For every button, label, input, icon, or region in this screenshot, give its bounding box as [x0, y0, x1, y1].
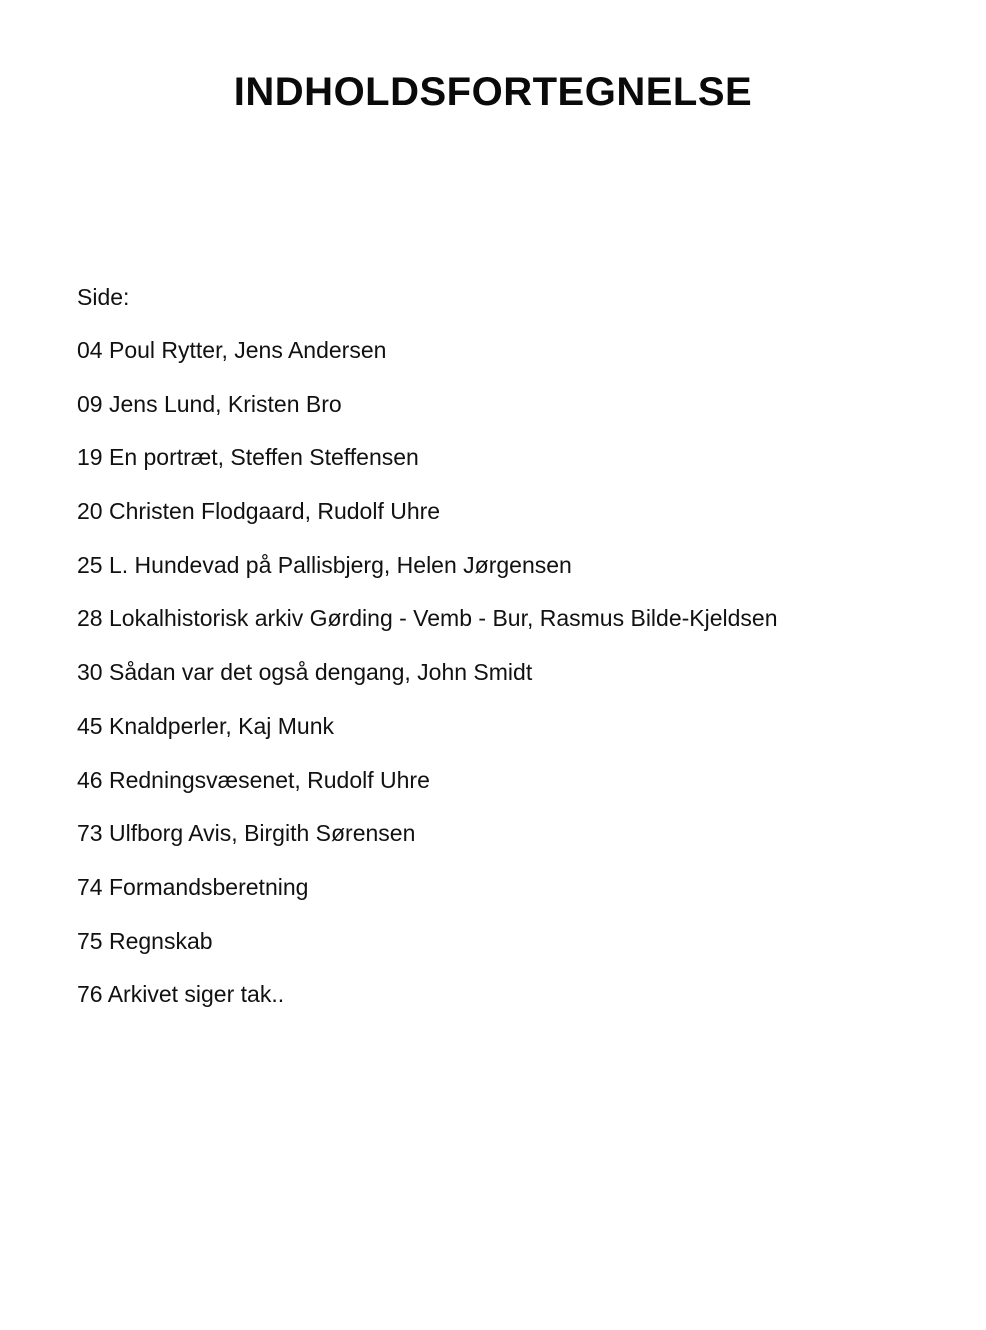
toc-entry-text: Regnskab	[108, 927, 213, 954]
toc-entry-text: L. Hundevad på Pallisbjerg, Helen Jørgensen	[108, 551, 572, 578]
toc-entry-text: Sådan var det også dengang, John Smidt	[108, 659, 533, 686]
toc-page-number: 19	[77, 444, 103, 471]
toc-entry	[77, 766, 778, 820]
table-of-contents	[77, 336, 778, 1034]
toc-page-number: 73	[77, 820, 103, 847]
toc-entry-text: Redningsvæsenet, Rudolf Uhre	[108, 766, 430, 793]
toc-entry-text: Arkivet siger tak..	[107, 981, 285, 1008]
toc-entry	[77, 873, 778, 927]
toc-entry	[77, 980, 778, 1034]
toc-page-number: 45	[77, 712, 103, 739]
toc-entry	[77, 443, 778, 497]
toc-entry	[77, 497, 778, 551]
toc-entry	[77, 927, 778, 981]
toc-page-number: 46	[77, 766, 103, 793]
toc-entry-text: Jens Lund, Kristen Bro	[108, 390, 342, 417]
toc-entry-text: Poul Rytter, Jens Andersen	[108, 337, 387, 363]
toc-page-number: 20	[77, 498, 103, 525]
toc-entry	[77, 819, 778, 873]
toc-entry	[77, 336, 778, 390]
toc-page-number: 04	[77, 337, 103, 363]
toc-page-number: 28	[77, 605, 103, 632]
toc-entry	[77, 604, 778, 658]
toc-entry	[77, 551, 778, 605]
toc-entry-text: Lokalhistorisk arkiv Gørding - Vemb - Bur, Rasmus Bilde-Kjeldsen	[108, 605, 778, 632]
toc-page-number: 25	[77, 551, 103, 578]
toc-entry	[77, 712, 778, 766]
toc-entry	[77, 390, 778, 444]
toc-page-number: 76	[77, 981, 103, 1008]
toc-entry-text: En portræt, Steffen Steffensen	[108, 444, 419, 471]
toc-page-number: 09	[77, 390, 103, 417]
page-title: INDHOLDSFORTEGNELSE	[233, 70, 753, 114]
toc-page-number: 74	[77, 873, 103, 900]
toc-entry	[77, 658, 778, 712]
toc-entry-text: Formandsberetning	[108, 873, 309, 900]
toc-entry-text: Ulfborg Avis, Birgith Sørensen	[108, 820, 416, 847]
toc-entry-text: Christen Flodgaard, Rudolf Uhre	[108, 498, 441, 525]
page-column-label: Side:	[77, 284, 130, 310]
toc-entry-text: Knaldperler, Kaj Munk	[108, 712, 334, 739]
toc-page-number: 75	[77, 927, 103, 954]
toc-page-number: 30	[77, 659, 103, 686]
